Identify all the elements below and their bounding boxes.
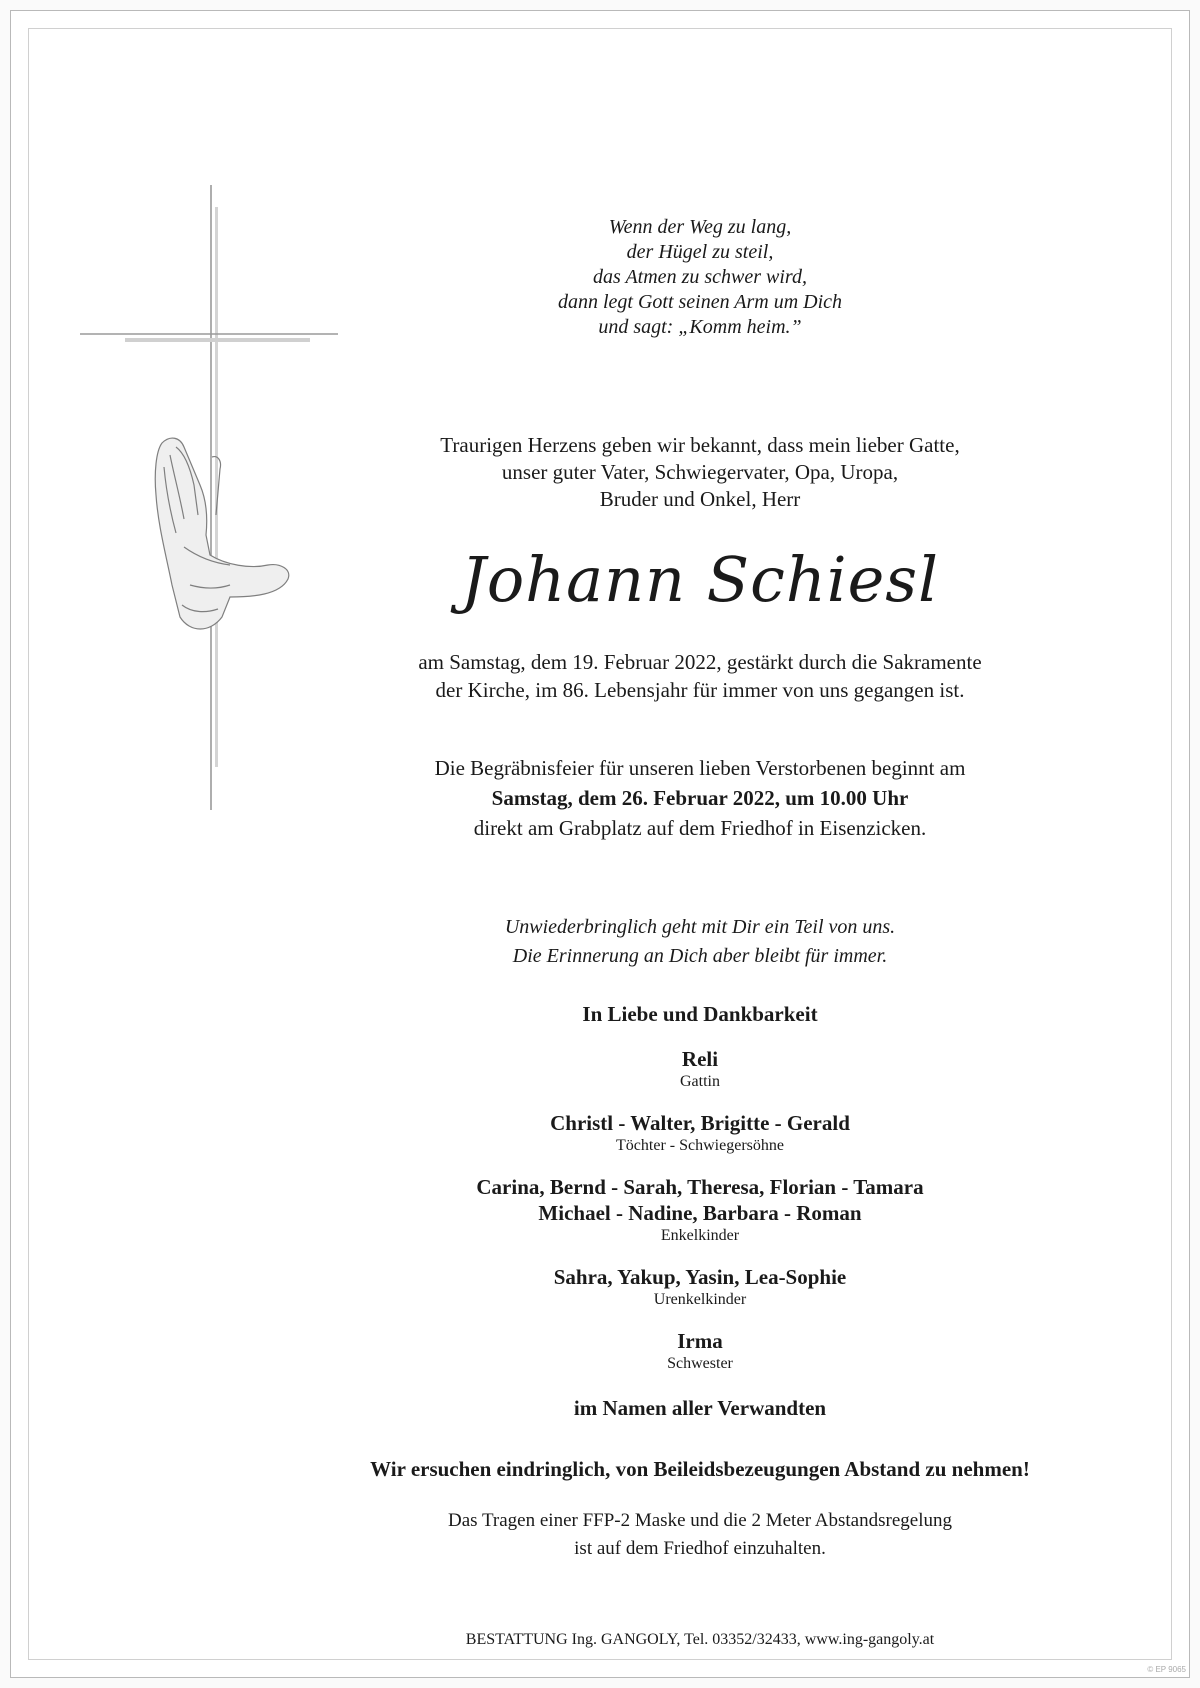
family-group — [340, 1328, 1060, 1374]
poem-line: das Atmen zu schwer wird, — [593, 266, 807, 288]
family-names: Irma — [677, 1329, 723, 1353]
family-names: Carina, Bernd - Sarah, Theresa, Florian - Tamara — [476, 1175, 924, 1199]
intro-line: unser guter Vater, Schwiegervater, Opa, Uropa, — [501, 460, 899, 484]
poem-line: und sagt: „Komm heim.” — [598, 316, 802, 338]
intro-text — [340, 432, 1060, 513]
poem — [340, 215, 1060, 340]
death-notice — [340, 648, 1060, 704]
funeral-line: Die Begräbnisfeier für unseren lieben Verstorbenen beginnt am — [434, 756, 966, 780]
poem-line: dann legt Gott seinen Arm um Dich — [557, 291, 843, 313]
family-group — [340, 1264, 1060, 1310]
family-role: Enkelkinder — [660, 1227, 740, 1244]
family-names: Christl - Walter, Brigitte - Gerald — [550, 1111, 850, 1135]
quote-line: Die Erinnerung an Dich aber bleibt für immer. — [512, 945, 888, 967]
praying-hands-icon — [155, 438, 289, 629]
funeral-date-time: Samstag, dem 26. Februar 2022, um 10.00 Uhr — [491, 786, 909, 810]
condolence-request: Wir ersuchen eindringlich, von Beileidsbezeugungen Abstand zu nehmen! — [370, 1457, 1030, 1481]
mask-notice-line: Das Tragen einer FFP-2 Maske und die 2 Meter Abstandsregelung — [448, 1510, 952, 1531]
family-role: Gattin — [680, 1073, 720, 1090]
quote-line: Unwiederbringlich geht mit Dir ein Teil von uns. — [504, 916, 896, 938]
funeral-info — [340, 753, 1060, 843]
family-names: Sahra, Yakup, Yasin, Lea-Sophie — [553, 1265, 847, 1289]
poem-line: der Hügel zu steil, — [626, 241, 774, 263]
mask-notice — [340, 1507, 1060, 1563]
death-notice-line: der Kirche, im 86. Lebensjahr für immer von uns gegangen ist. — [435, 678, 965, 702]
intro-line: Bruder und Onkel, Herr — [599, 487, 801, 511]
mask-notice-line: ist auf dem Friedhof einzuhalten. — [574, 1538, 826, 1559]
family-role: Urenkelkinder — [653, 1291, 747, 1308]
family-group — [340, 1174, 1060, 1246]
family-group — [340, 1110, 1060, 1156]
family-heading: In Liebe und Dankbarkeit — [582, 1002, 818, 1026]
funeral-location: direkt am Grabplatz auf dem Friedhof in Eisenzicken. — [473, 816, 927, 840]
family-names: Reli — [681, 1047, 719, 1071]
family-names: Michael - Nadine, Barbara - Roman — [538, 1201, 862, 1225]
family-role: Schwester — [667, 1355, 733, 1372]
death-notice-line: am Samstag, dem 19. Februar 2022, gestärkt durch die Sakramente — [418, 650, 982, 674]
template-code: © EP 9065 — [1147, 1665, 1186, 1674]
deceased-name: Johann Schiesl — [461, 543, 939, 616]
memorial-quote — [340, 913, 1060, 971]
family-group — [340, 1046, 1060, 1092]
funeral-home-footer: BESTATTUNG Ing. GANGOLY, Tel. 03352/32433, www.ing-gangoly.at — [465, 1631, 935, 1648]
intro-line: Traurigen Herzens geben wir bekannt, dass mein lieber Gatte, — [440, 433, 960, 457]
family-role: Töchter - Schwiegersöhne — [616, 1137, 784, 1154]
family-closing: im Namen aller Verwandten — [573, 1396, 827, 1420]
cross-icon — [80, 185, 340, 845]
poem-line: Wenn der Weg zu lang, — [608, 216, 792, 238]
family-section — [340, 1000, 1060, 1422]
